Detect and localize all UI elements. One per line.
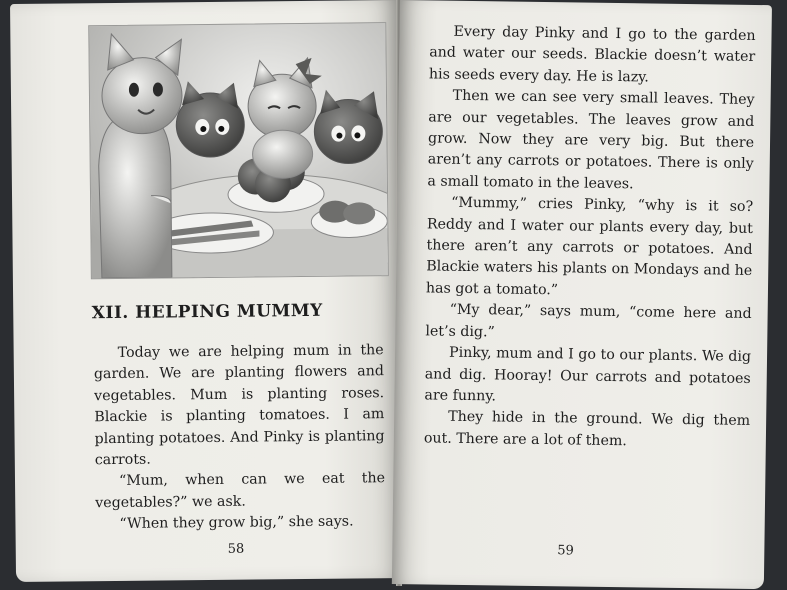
paragraph: Today we are helping mum in the garden. We are planting flowers and vegetables. Mum is planting roses. Blackie is planting tomatoes. I am planting potatoes. And Pinky is planting carrots.	[93, 342, 385, 469]
left-page	[10, 0, 404, 582]
paragraph: They hide in the ground. We dig them out. There are a lot of them.	[423, 409, 751, 449]
paragraph: “Mum, when can we eat the vegetables?” we ask.	[95, 470, 386, 512]
chapter-title: XII. HELPING MUMMY	[91, 300, 323, 324]
left-page-text	[94, 340, 386, 536]
paragraph: “Mummy,” cries Pinky, “why is it so? Reddy and I water our plants every day, but there aren’t any carrots or potatoes. And Blackie waters his plants on Mondays and he has got a tomato.”	[425, 194, 754, 299]
right-page-text	[424, 21, 756, 454]
paragraph: “When they grow big,” she says.	[119, 513, 354, 533]
cats-at-table-image	[89, 23, 388, 278]
paragraph: Every day Pinky and I go to the garden and water our seeds. Blackie doesn’t water his seeds every day. He is lazy.	[428, 23, 756, 86]
paragraph: “My dear,” says mum, “come here and let’s dig.”	[425, 302, 752, 341]
page-number-right: 59	[557, 543, 574, 559]
cats-illustration	[88, 22, 389, 279]
open-book	[4, 0, 780, 590]
paragraph: Then we can see very small leaves. They are our vegetables. The leaves grow and grow. Now they are very big. But there aren’t any carrots or potatoes. There is only a small tomato in the leaves.	[427, 87, 755, 193]
paragraph: Pinky, mum and I go to our plants. We dig and dig. Hooray! Our carrots and potatoes are funny.	[424, 344, 752, 405]
page-number-left: 58	[227, 541, 245, 557]
right-page	[392, 0, 772, 589]
